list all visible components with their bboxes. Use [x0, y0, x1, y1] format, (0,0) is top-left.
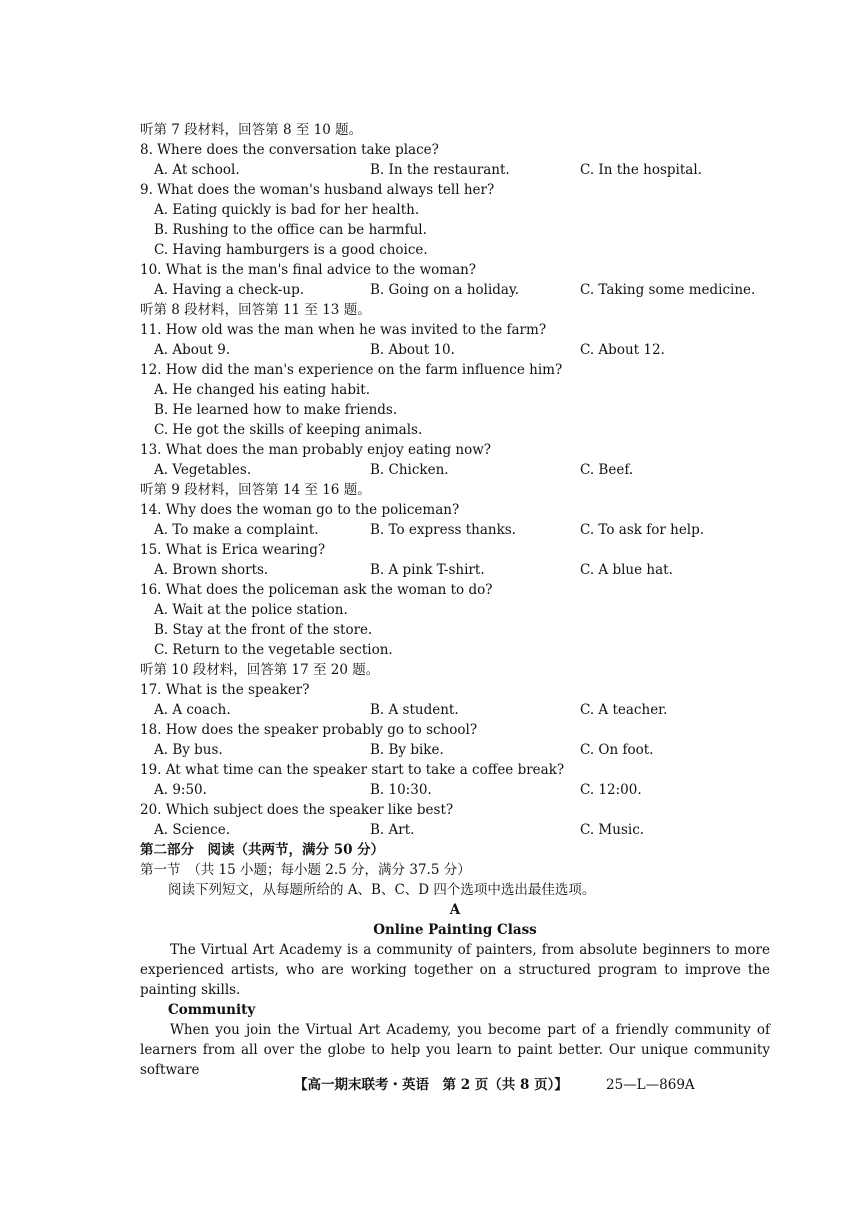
question-18: 18. How does the speaker probably go to school? [140, 722, 478, 738]
question-8: 8. Where does the conversation take place? [140, 142, 439, 158]
question-15: 15. What is Erica wearing? [140, 542, 326, 558]
option-c: C. On foot. [580, 742, 654, 758]
options-20 [140, 820, 770, 840]
options-14 [140, 520, 770, 540]
section-heading-9: 听第 9 段材料，回答第 14 至 16 题。 [140, 482, 371, 498]
part-two-title: 第二部分 阅读（共两节，满分 50 分） [140, 842, 385, 858]
option-c: C. In the hospital. [580, 162, 702, 178]
option-c: C. He got the skills of keeping animals. [154, 422, 423, 438]
option-b: B. Chicken. [370, 462, 449, 478]
passage-paragraph-2: When you join the Virtual Art Academy, you become part of a friendly community of learners from all over the globe to help you learn to paint better. Our unique community software [140, 1022, 770, 1078]
option-b: B. Rushing to the office can be harmful. [154, 222, 427, 238]
option-b: B. By bike. [370, 742, 444, 758]
options-17 [140, 700, 770, 720]
option-c: C. Return to the vegetable section. [154, 642, 393, 658]
option-b: B. A student. [370, 702, 459, 718]
option-a: A. Brown shorts. [154, 562, 269, 578]
question-19: 19. At what time can the speaker start to take a coffee break? [140, 762, 565, 778]
option-b: B. He learned how to make friends. [154, 402, 398, 418]
option-b: B. A pink T-shirt. [370, 562, 485, 578]
option-b: B. Stay at the front of the store. [154, 622, 373, 638]
passage-subheading: Community [168, 1002, 256, 1018]
option-b: B. Going on a holiday. [370, 282, 520, 298]
option-a: A. By bus. [154, 742, 223, 758]
option-a: A. 9:50. [154, 782, 207, 798]
section-one-subtitle: 第一节 （共 15 小题；每小题 2.5 分，满分 37.5 分） [140, 862, 471, 878]
question-9: 9. What does the woman's husband always tell her? [140, 182, 495, 198]
option-c: C. A teacher. [580, 702, 668, 718]
option-c: C. Beef. [580, 462, 634, 478]
options-8 [140, 160, 770, 180]
section-heading-8: 听第 8 段材料，回答第 11 至 13 题。 [140, 302, 371, 318]
option-c: C. About 12. [580, 342, 665, 358]
passage-letter: A [449, 902, 461, 918]
question-16: 16. What does the policeman ask the woman to do? [140, 582, 493, 598]
option-c: C. Music. [580, 822, 645, 838]
question-12: 12. How did the man's experience on the farm influence him? [140, 362, 563, 378]
option-b: B. 10:30. [370, 782, 432, 798]
question-11: 11. How old was the man when he was invited to the farm? [140, 322, 547, 338]
option-a: A. A coach. [154, 702, 231, 718]
exam-page [140, 120, 770, 1080]
options-19 [140, 780, 770, 800]
option-a: A. Vegetables. [154, 462, 252, 478]
passage-title: Online Painting Class [373, 922, 537, 938]
options-15 [140, 560, 770, 580]
section-heading-7: 听第 7 段材料，回答第 8 至 10 题。 [140, 122, 363, 138]
option-b: B. In the restaurant. [370, 162, 510, 178]
option-c: C. Taking some medicine. [580, 282, 756, 298]
option-a: A. He changed his eating habit. [154, 382, 371, 398]
option-a: A. At school. [154, 162, 240, 178]
options-11 [140, 340, 770, 360]
paper-code: 25—L—869A [606, 1077, 695, 1093]
option-c: C. 12:00. [580, 782, 642, 798]
option-b: B. To express thanks. [370, 522, 516, 538]
question-13: 13. What does the man probably enjoy eating now? [140, 442, 492, 458]
options-18 [140, 740, 770, 760]
section-heading-10: 听第 10 段材料，回答第 17 至 20 题。 [140, 662, 380, 678]
option-a: A. Having a check-up. [154, 282, 305, 298]
option-b: B. About 10. [370, 342, 455, 358]
option-a: A. About 9. [154, 342, 231, 358]
question-20: 20. Which subject does the speaker like best? [140, 802, 454, 818]
question-14: 14. Why does the woman go to the policeman? [140, 502, 460, 518]
question-10: 10. What is the man's final advice to the woman? [140, 262, 477, 278]
option-c: C. To ask for help. [580, 522, 705, 538]
option-a: A. To make a complaint. [154, 522, 319, 538]
options-10 [140, 280, 770, 300]
footer-label: 【高一期末联考・英语 第 2 页（共 8 页）】 [294, 1077, 568, 1093]
passage-paragraph-1: The Virtual Art Academy is a community of painters, from absolute beginners to more experienced artists, who are working together on a structured program to improve the painting skills. [140, 942, 770, 998]
option-c: C. Having hamburgers is a good choice. [154, 242, 428, 258]
reading-instruction: 阅读下列短文，从每题所给的 A、B、C、D 四个选项中选出最佳选项。 [168, 882, 596, 898]
options-13 [140, 460, 770, 480]
option-a: A. Science. [154, 822, 230, 838]
option-c: C. A blue hat. [580, 562, 673, 578]
option-b: B. Art. [370, 822, 415, 838]
option-a: A. Eating quickly is bad for her health. [154, 202, 420, 218]
option-a: A. Wait at the police station. [154, 602, 348, 618]
question-17: 17. What is the speaker? [140, 682, 310, 698]
page-footer [294, 1075, 774, 1095]
